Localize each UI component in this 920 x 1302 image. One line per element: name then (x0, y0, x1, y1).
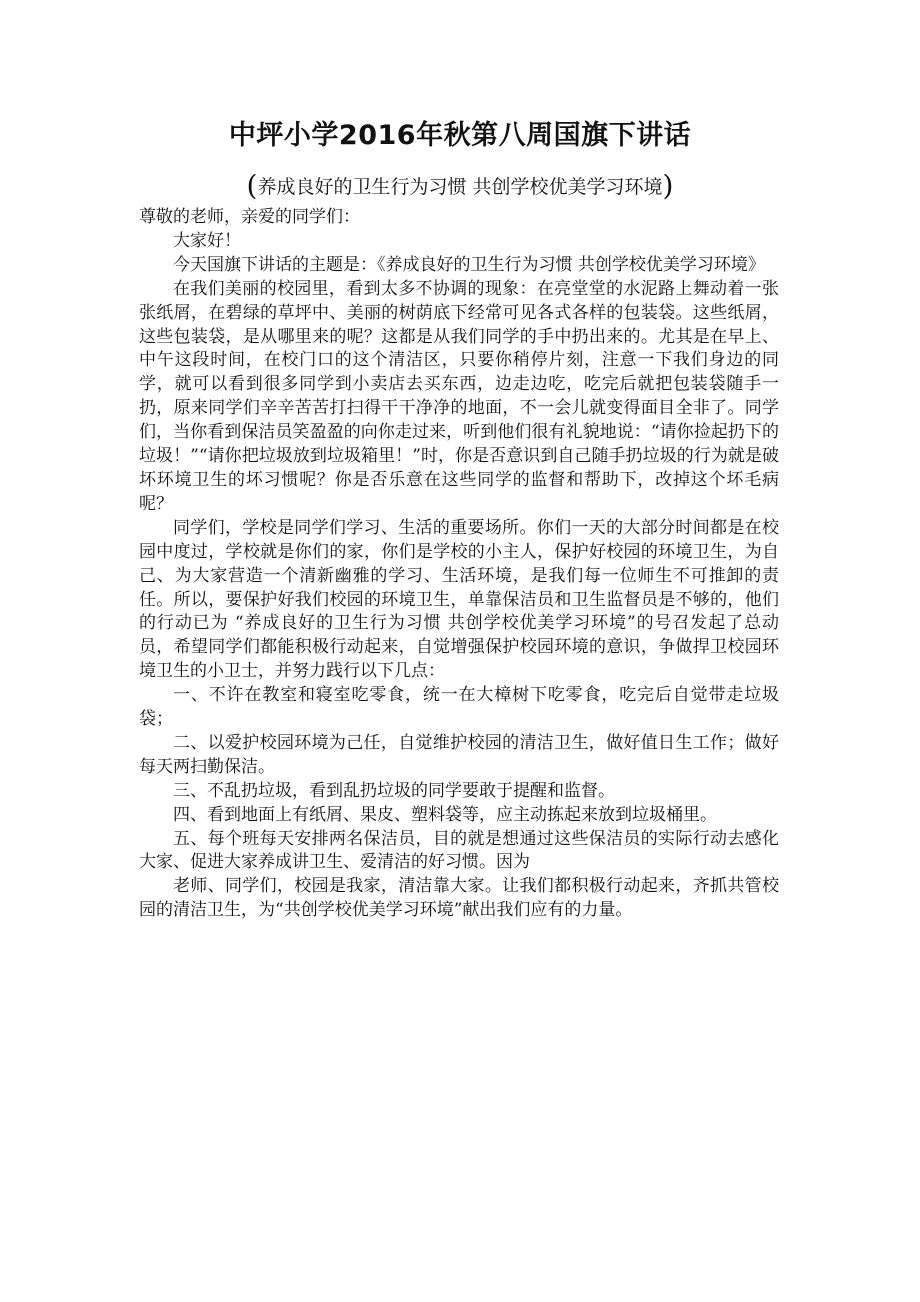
list-item: 三、不乱扔垃圾，看到乱扔垃圾的同学要敢于提醒和监督。 (173, 780, 615, 801)
document-body (139, 206, 779, 923)
list-item: 一、不许在教室和寝室吃零食，统一在大樟树下吃零食，吃完后自觉带走垃圾袋； (139, 685, 779, 730)
greeting: 大家好！ (173, 230, 241, 251)
list-item: 五、每个班每天安排两名保洁员，目的就是想通过这些保洁员的实际行动去感化大家、促进大家养成讲卫生、爱清洁的好习惯。因为 (139, 828, 779, 873)
topic-paragraph: 今天国旗下讲话的主题是：《养成良好的卫生行为习惯 共创学校优美学习环境》 (173, 254, 765, 275)
body-paragraph: 同学们，学校是同学们学习、生活的重要场所。你们一天的大部分时间都是在校园中度过，学校就是你们的家，你们是学校的小主人，保护好校园的环境卫生，为自己、为大家营造一个清新幽雅的学习、生活环境，是我们每一位师生不可推卸的责任。所以，要保护好我们校园的环境卫生，单靠保洁员和卫生监督员是不够的，他们的行动已为 “养成良好的卫生行为习惯 共创学校优美学习环境”的号召发起了总动员，希望同学们都能积极行动起来，自觉增强保护校园环境的意识，争做捍卫校园环境卫生的小卫士，并努力践行以下几点： (139, 517, 779, 682)
document-subtitle (0, 168, 920, 205)
body-paragraph: 在我们美丽的校园里，看到太多不协调的现象：在亮堂堂的水泥路上舞动着一张张纸屑，在碧绿的草坪中、美丽的树荫底下经常可见各式各样的包装袋。这些纸屑，这些包装袋，是从哪里来的呢？这都是从我们同学的手中扔出来的。尤其是在早上、中午这段时间，在校门口的这个清洁区，只要你稍停片刻，注意一下我们身边的同学，就可以看到很多同学到小卖店去买东西，边走边吃，吃完后就把包装袋随手一扔，原来同学们辛辛苦苦打扫得干干净净的地面，不一会儿就变得面目全非了。同学们，当你看到保洁员笑盈盈的向你走过来，听到他们很有礼貌地说：“请你捡起扔下的垃圾！”“请你把垃圾放到垃圾箱里！”时，你是否意识到自己随手扔垃圾的行为就是破坏环境卫生的坏习惯呢？你是否乐意在这些同学的监督和帮助下，改掉这个坏毛病呢？ (139, 278, 779, 514)
salutation: 尊敬的老师，亲爱的同学们： (139, 207, 360, 227)
list-item: 四、看到地面上有纸屑、果皮、塑料袋等，应主动拣起来放到垃圾桶里。 (173, 804, 717, 825)
document-title: 中坪小学2016年秋第八周国旗下讲话 (228, 120, 692, 151)
subtitle-text: 养成良好的卫生行为习惯 共创学校优美学习环境 (257, 176, 663, 198)
list-item: 二、以爱护校园环境为己任，自觉维护校园的清洁卫生，做好值日生工作；做好每天两扫勤保洁。 (139, 732, 779, 777)
subtitle-close-paren: ) (662, 169, 674, 202)
subtitle-open-paren: ( (246, 169, 258, 202)
closing-paragraph: 老师、同学们，校园是我家，清洁靠大家。让我们都积极行动起来，齐抓共管校园的清洁卫生，为“共创学校优美学习环境”献出我们应有的力量。 (139, 876, 779, 921)
